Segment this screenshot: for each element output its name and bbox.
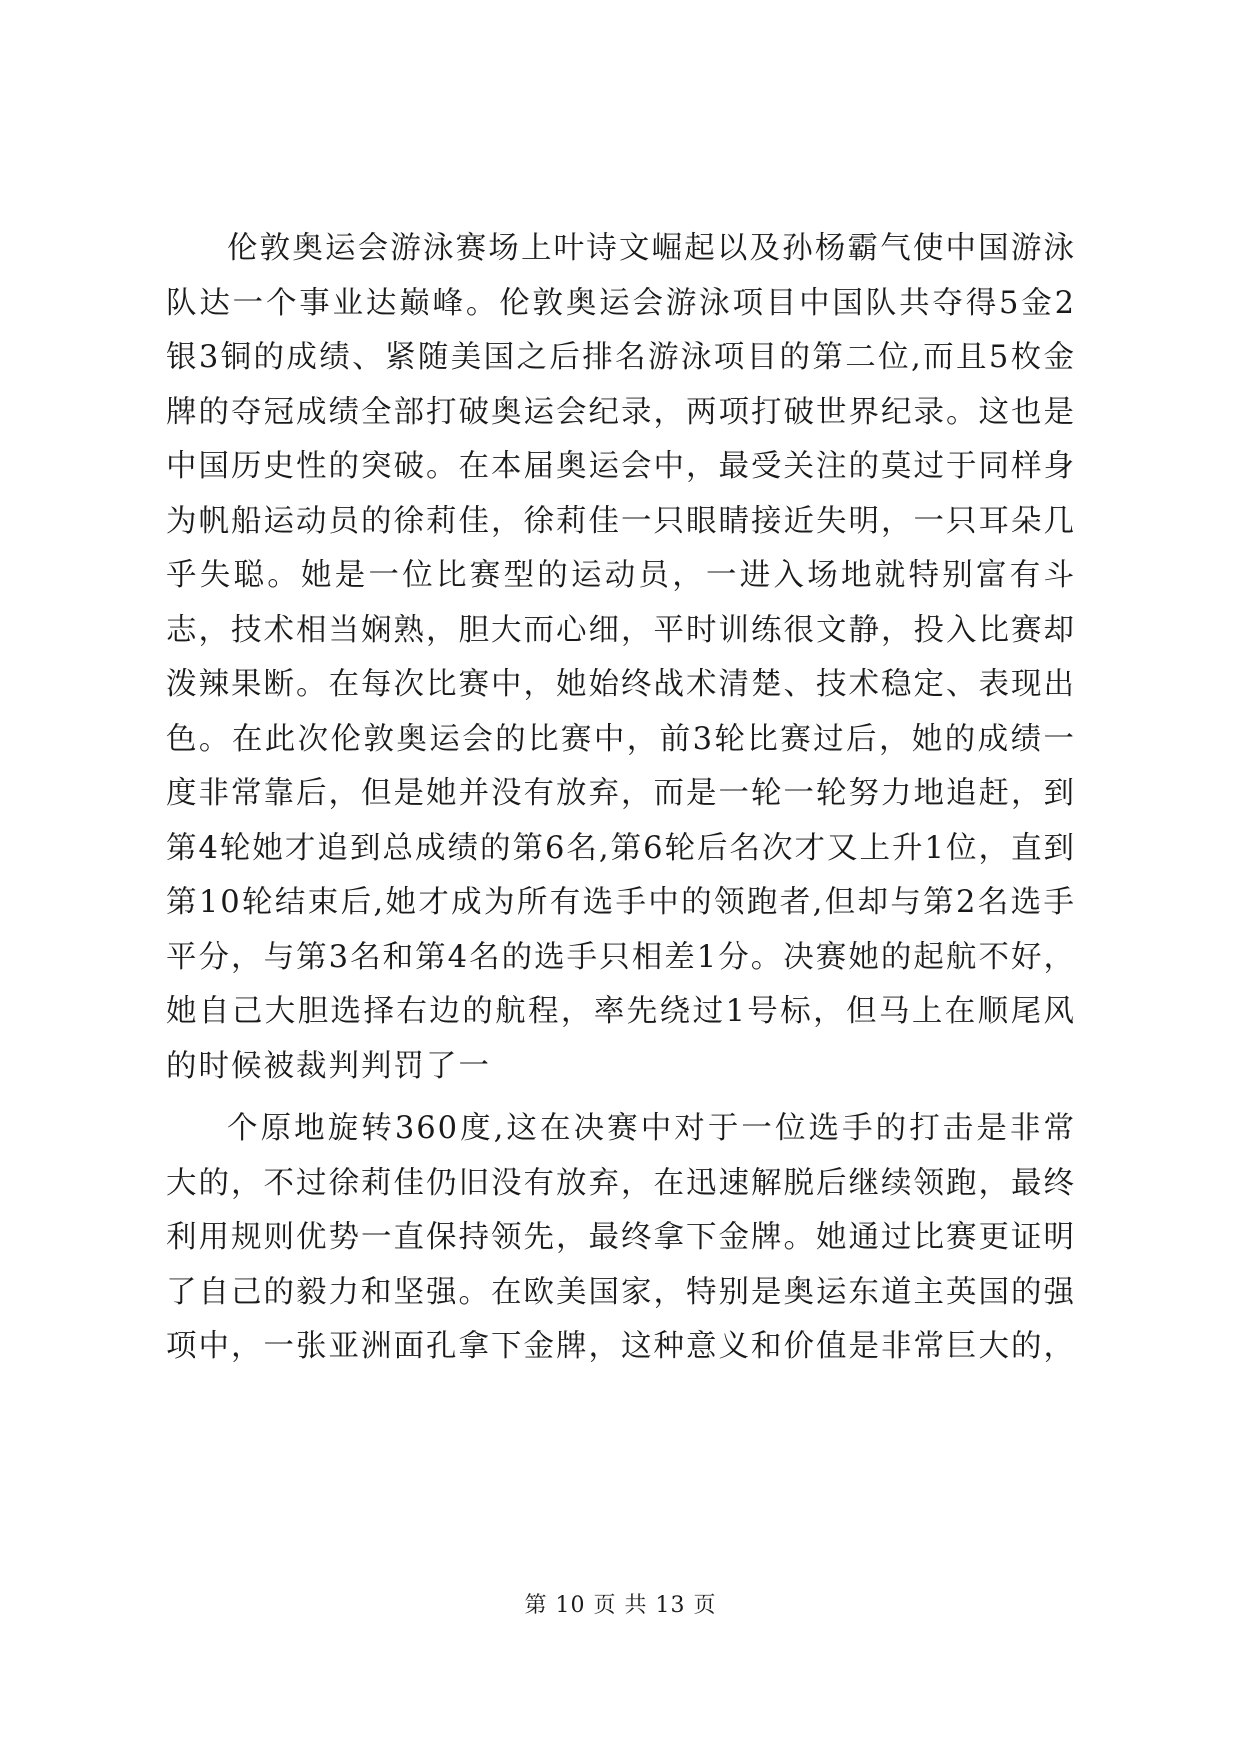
paragraph-2: 个原地旋转360度,这在决赛中对于一位选手的打击是非常大的，不过徐莉佳仍旧没有放弃，在迅速解脱后继续领跑，最终利用规则优势一直保持领先，最终拿下金牌。她通过比赛更证明了自己的毅力和坚强。在欧美国家，特别是奥运东道主英国的强项中，一张亚洲面孔拿下金牌，这种意义和价值是非常巨大的，: [166, 1111, 1076, 1364]
page-number: 第 10 页 共 13 页: [524, 1593, 717, 1618]
page-body: [166, 222, 1076, 1375]
page-footer: [0, 1588, 1241, 1619]
paragraph-1: 伦敦奥运会游泳赛场上叶诗文崛起以及孙杨霸气使中国游泳队达一个事业达巅峰。伦敦奥运会游泳项目中国队共夺得5金2银3铜的成绩、紧随美国之后排名游泳项目的第二位,而且5枚金牌的夺冠成绩全部打破奥运会纪录，两项打破世界纪录。这也是中国历史性的突破。在本届奥运会中，最受关注的莫过于同样身为帆船运动员的徐莉佳，徐莉佳一只眼睛接近失明，一只耳朵几乎失聪。她是一位比赛型的运动员，一进入场地就特别富有斗志，技术相当娴熟，胆大而心细，平时训练很文静，投入比赛却泼辣果断。在每次比赛中，她始终战术清楚、技术稳定、表现出色。在此次伦敦奥运会的比赛中，前3轮比赛过后，她的成绩一度非常靠后，但是她并没有放弃，而是一轮一轮努力地追赶，到第4轮她才追到总成绩的第6名,第6轮后名次才又上升1位，直到第10轮结束后,她才成为所有选手中的领跑者,但却与第2名选手平分，与第3名和第4名的选手只相差1分。决赛她的起航不好，她自己大胆选择右边的航程，率先绕过1号标，但马上在顺尾风的时候被裁判判罚了一: [166, 231, 1076, 1084]
